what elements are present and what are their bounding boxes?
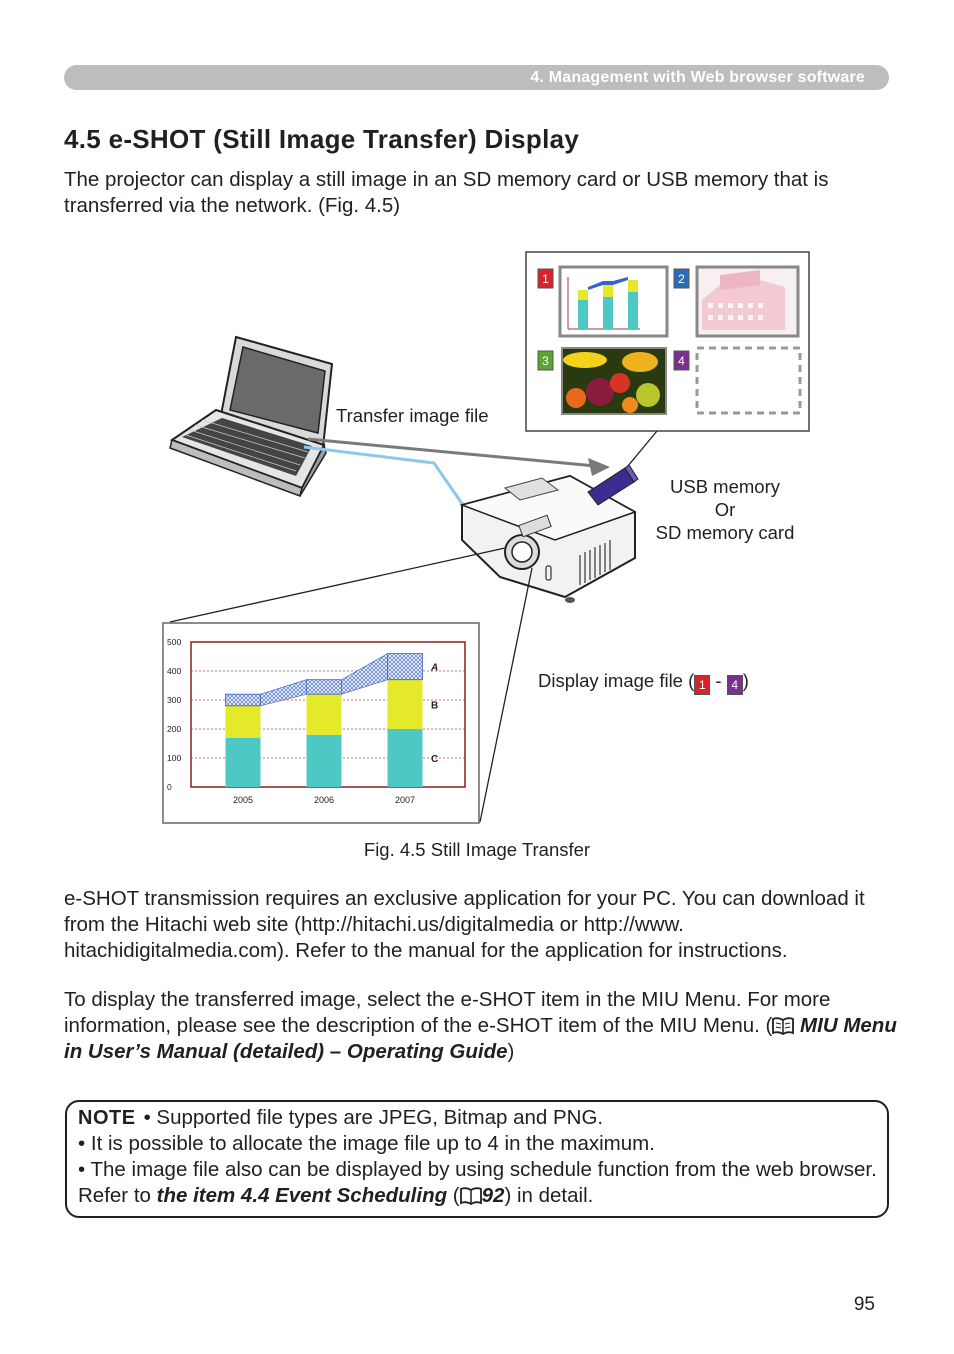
note-line-1: • Supported file types are JPEG, Bitmap and PNG. [143,1106,604,1129]
chart-x-tick-label: 2005 [232,795,254,805]
thumbnail-3-fruits [562,348,666,414]
chart-bar-c-2007 [388,729,423,787]
book-icon [772,1017,794,1035]
para3-text: To display the transferred image, select the e-SHOT item in the MIU Menu. For more information, please see the description of the e-SHOT item of the MIU Menu. ( [64,988,831,1037]
chart-bar-c-2006 [307,735,342,787]
screen-badge-4 [674,351,689,370]
note-box [65,1100,889,1218]
note-tag: NOTE [78,1107,136,1129]
intro-paragraph: The projector can display a still image in an SD memory card or USB memory that is transferred via the network. (Fig. 4.5) [64,168,829,217]
thumbnail-2-building [697,267,798,336]
transmission-paragraph: e-SHOT transmission requires an exclusive application for your PC. You can download it from the Hitachi web site (http://hitachi.us/digitalmedia or http://www. hitachidigitalmedia.com). Refer to the manual for the application for instructions. [64,887,865,962]
chart-bar-b-2006 [307,694,342,735]
note-line-3: • The image file also can be displayed by using schedule function from the web browser. Refer to [78,1158,877,1207]
badge-4: 4 [727,675,743,695]
svg-text:2: 2 [678,272,685,286]
display-label-dash: - [710,670,727,691]
figure-still-image-transfer [0,220,954,860]
chart-y-tick-label: 0 [167,782,172,792]
book-icon [460,1187,482,1205]
note-tail: ) in detail. [504,1184,594,1207]
screen-badge-1 [538,269,553,288]
page-reference[interactable]: 92 [481,1184,505,1207]
para3-close: ) [507,1040,515,1063]
chart-bar-b-2007 [388,680,423,729]
page-title: 4.5 e-SHOT (Still Image Transfer) Display [64,124,580,154]
operating-guide-reference[interactable]: MIU Menu in User’s Manual (detailed) – Operating Guide [64,1014,897,1063]
chart-series-label-c: C [431,754,439,765]
projection-line-right [480,568,532,822]
display-image-file-label [538,670,749,695]
usb-label-line3: SD memory card [655,522,795,543]
svg-text:4: 4 [678,354,685,368]
chart-series-label-b: B [431,700,439,712]
chart-y-tick-label: 400 [167,666,182,676]
display-label-suffix: ) [742,670,749,691]
usb-label-line2: Or [714,499,736,520]
usb-label-line1: USB memory [670,476,780,497]
laptop-illustration [170,337,332,496]
display-label-prefix: Display image file ( [538,670,695,691]
note-line-2: • It is possible to allocate the image file up to 4 in the maximum. [78,1132,655,1155]
screen-badge-2 [674,269,689,288]
chart-bar-a-2006 [307,680,342,695]
chart-x-tick-label: 2007 [394,795,416,805]
section-header-text: 4. Management with Web browser software [530,69,865,86]
chart-bar-a-2007 [388,654,423,680]
usb-sd-label [640,475,810,544]
projected-screen [526,252,809,431]
network-cable [304,447,463,505]
chart-y-tick-label: 100 [167,753,182,763]
projection-line-left [170,548,505,622]
transfer-image-file-label: Transfer image file [336,405,489,426]
chart-bar-c-2005 [226,738,261,787]
event-scheduling-reference[interactable]: the item 4.4 Event Scheduling [156,1184,448,1207]
section-header-bar [64,65,889,90]
note-text [78,1105,883,1209]
figure-caption: Fig. 4.5 Still Image Transfer [363,839,591,860]
chart-x-tick-label: 2006 [313,795,335,805]
transfer-arrowhead [588,458,610,476]
note-open-paren: ( [447,1184,460,1207]
screen-badge-3 [538,351,553,370]
chart-y-tick-label: 200 [167,724,182,734]
figure-illustration [0,220,954,860]
svg-text:3: 3 [542,354,549,368]
page-number: 95 [853,1294,875,1315]
chart-bar-a-2005 [226,694,261,706]
chart-bar-b-2005 [226,706,261,738]
svg-text:1: 1 [542,272,549,286]
chart-series-label-a: A [431,662,439,674]
display-instructions-paragraph [64,987,904,1065]
chart-y-tick-label: 300 [167,695,182,705]
chart-y-tick-label: 500 [167,637,182,647]
thumbnail-1-chart [560,267,667,336]
badge-1: 1 [694,675,710,695]
